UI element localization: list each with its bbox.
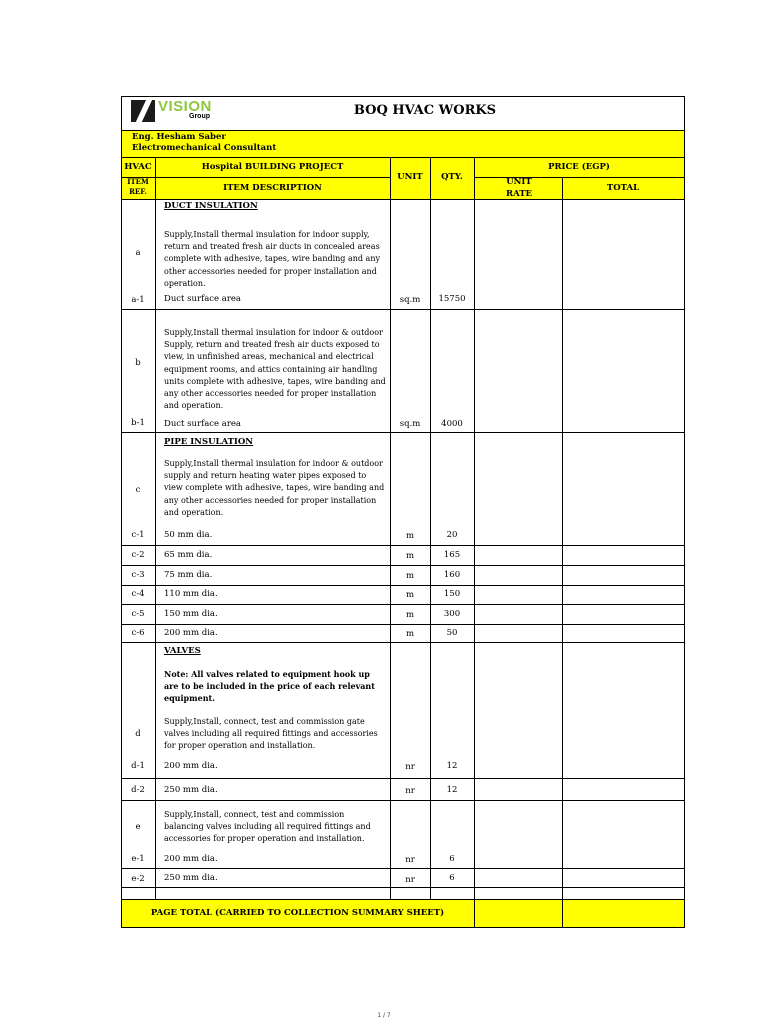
item-ref: c-1 [131,530,145,540]
item-ref: e-1 [131,854,145,864]
item-ref: b-1 [131,418,145,428]
item-ref: e-2 [131,874,145,884]
col-rule [562,177,563,928]
item-ref: d-1 [131,761,145,771]
item-description: 65 mm dia. [164,550,213,560]
item-qty: 165 [443,550,461,560]
item-description: 200 mm dia. [164,854,218,864]
frame-bottom [121,927,685,928]
section-title: VALVES [164,646,201,656]
item-qty: 12 [446,761,458,771]
item-ref: e [135,822,141,832]
item-unit: m [405,531,415,541]
rule [121,432,685,433]
header-hvac: HVAC [124,162,152,172]
item-unit: m [405,629,415,639]
item-unit: nr [405,762,415,772]
item-description: Supply,Install thermal insulation for indoor supply, return and treated fresh air ducts in concealed areas complete with adhesive, tapes, wire banding and any other accessories needed for proper installation and operation. [164,230,380,288]
section-note: Note: All valves related to equipment hook up are to be included in the price of each relevant equipment. [164,669,375,704]
item-qty: 6 [449,854,455,864]
item-description: 50 mm dia. [164,530,213,540]
header-item-description: ITEM DESCRIPTION [223,183,322,193]
item-qty: 4000 [441,419,463,429]
item-unit: nr [405,875,415,885]
header-total: TOTAL [606,183,640,193]
rule [121,778,685,779]
item-description: Supply,Install, connect, test and commission balancing valves including all required fittings and accessories for proper operation and installation. [164,810,371,844]
item-qty: 15750 [438,294,466,304]
item-description: 200 mm dia. [164,761,218,771]
item-ref: c-3 [131,570,145,580]
section-title: DUCT INSULATION [164,201,258,211]
rule [121,177,390,178]
item-qty: 150 [443,589,461,599]
item-description: 110 mm dia. [164,589,218,599]
col-rule [155,157,156,900]
item-description: Supply,Install thermal insulation for indoor & outdoor supply and return heating water pipes exposed to view complete with adhesive, tapes, wire banding and any other accessories needed for proper installation and operation. [164,459,385,517]
item-unit: sq.m [399,295,421,305]
rule [121,642,685,643]
consultant-role: Electromechanical Consultant [132,143,277,153]
item-description: 250 mm dia. [164,873,218,883]
item-unit: m [405,551,415,561]
item-unit: m [405,571,415,581]
section-title: PIPE INSULATION [164,437,254,447]
rule [121,545,685,546]
rule [121,604,685,605]
item-unit: nr [405,786,415,796]
col-rule [474,157,475,928]
header-unit: UNIT [397,172,423,182]
item-qty: 20 [446,530,458,540]
page-number: 1 / 7 [377,1012,391,1019]
page-title: BOQ HVAC WORKS [353,103,497,118]
item-qty: 6 [449,873,455,883]
rule [121,868,685,869]
header-item-ref: ITEM REF. [127,177,149,196]
item-ref: c-6 [131,628,145,638]
item-ref: c-5 [131,609,145,619]
rule [121,899,685,900]
item-description: Duct surface area [164,419,242,429]
item-ref: c-4 [131,589,145,599]
header-unit-rate: UNIT RATE [506,177,532,199]
item-ref: c-2 [131,550,145,560]
item-description: Supply,Install thermal insulation for indoor & outdoor Supply, return and treated fresh air ducts exposed to view, in unfinished areas, mechanical and electrical equipment rooms, and attics containing air handling units complete with adhesive, tapes, wire banding and any other accessories needed for proper installation and operation. [164,328,386,411]
rule [121,887,685,888]
rule [121,585,685,586]
item-qty: 300 [443,609,461,619]
rule [121,309,685,310]
consultant-name: Eng. Hesham Saber [132,132,226,142]
item-ref: c [135,485,141,495]
item-unit: sq.m [399,419,421,429]
page-total-label: PAGE TOTAL (CARRIED TO COLLECTION SUMMARY SHEET) [150,908,445,918]
item-description: Duct surface area [164,294,242,304]
item-unit: m [405,590,415,600]
frame-left [121,96,122,928]
item-description: 200 mm dia. [164,628,218,638]
rule [121,800,685,801]
header-price: PRICE (EGP) [548,162,610,172]
item-ref: a [135,248,141,258]
header-project: Hospital BUILDING PROJECT [201,162,344,172]
logo-subtext: Group [189,113,210,120]
rule [121,157,685,158]
rule [121,624,685,625]
item-ref: d-2 [131,785,145,795]
item-qty: 12 [446,785,458,795]
rule [121,565,685,566]
item-unit: nr [405,855,415,865]
header-qty: QTY. [441,172,463,182]
item-description: Supply,Install, connect, test and commission gate valves including all required fittings and accessories for proper operation and installation. [164,717,378,751]
frame-right [684,96,685,928]
item-ref: a-1 [131,295,145,305]
item-description: 250 mm dia. [164,785,218,795]
item-qty: 160 [443,570,461,580]
item-unit: m [405,610,415,620]
item-description: 75 mm dia. [164,570,213,580]
logo-text: VISION [158,98,212,115]
item-description: 150 mm dia. [164,609,218,619]
item-ref: b [135,358,141,368]
frame-top [121,96,685,97]
item-qty: 50 [446,628,458,638]
item-ref: d [135,729,141,739]
